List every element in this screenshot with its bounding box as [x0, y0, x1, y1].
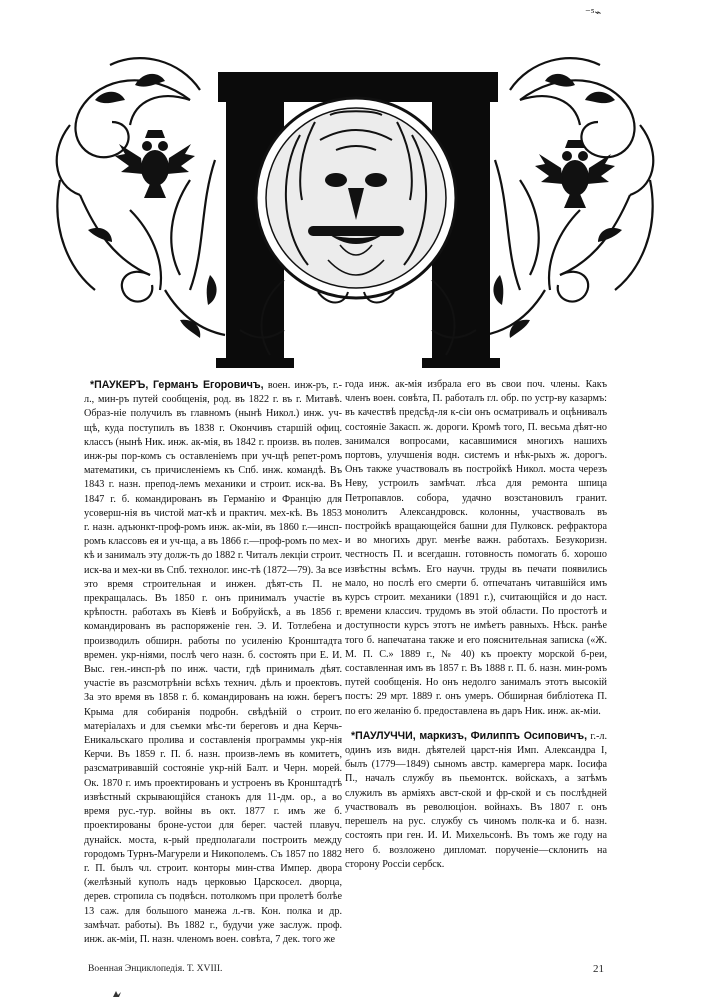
right-double-eagle-emblem: [535, 140, 615, 208]
left-foliage-ornament: [57, 58, 225, 335]
article-separator: [345, 719, 607, 729]
lion-mask-medallion: [256, 98, 456, 303]
footer-title: Военная Энциклопедія. Т. XVIII.: [88, 963, 223, 974]
right-column: [345, 378, 607, 956]
right-leaf-sprays: [493, 74, 622, 338]
ink-speck: [112, 990, 122, 998]
article-paucker: [84, 378, 342, 947]
page-number: 21: [593, 963, 604, 975]
article-text: г.-л. одинъ изъ видн. дѣятелей царст-нія Имп. Александра I, былъ (1779—1849) сыномъ австр. камергера марк. Іосифа П., началъ службу въ пьемонтск. войскахъ, а затѣмъ служилъ въ арміяхъ авст-ской и фр-ской и съ послѣдней участвовалъ въ революціон. войнахъ. Въ 1807 г. онъ перешелъ на рус. службу съ чиномъ полк-ка и б. назн. состоять при ген. И. И. Михельсонѣ. Въ томъ же году на него б. возложено дипломат. порученіе—склонить на сторону Россіи сербск.: [345, 730, 607, 870]
article-paulucci: [345, 729, 607, 872]
article-headword: *ПАУЛУЧЧИ, маркизъ, Филиппъ Осиповичъ,: [351, 729, 588, 742]
ornamental-headpiece: [40, 30, 670, 372]
left-column: [84, 378, 342, 956]
article-text: воен. инж-ръ, г.-л., мин-ръ путей сообщенія, род. въ 1822 г. въ г. Митавѣ. Образ-ніе получилъ въ главномъ (нынѣ Никол.) инж. уч-щѣ, куда поступилъ въ 1838 г. Окончивъ старшій офиц. классъ (нынѣ Ник. инж. ак-мія, въ 1842 г. произв. въ полев. инж-ры пор-комъ съ оставленіемъ при уч-щѣ репет-ромъ математики, съ причисленіемъ къ Спб. инж. командѣ. Въ 1843 г. назн. препод-лемъ механики и строит. иск-ва. Въ 1847 г. б. командированъ въ Германію и Францію для усоверш-нія въ чистой мат-кѣ и практич. мех-кѣ. Въ 1853 г. назн. адъюнкт-проф-ромъ инж. ак-міи, въ 1860 г.—инсп-ромъ классовъ ея и уч-ща, а въ 1866 г.—проф-ромъ по мех-кѣ и занималъ эту долж-ть до 1882 г. Читалъ лекціи строит. иск-ва и мех-ки въ Спб. технолог. инс-тѣ (1872—79). За все это время строительная и инжен. дѣят-сть П. не прекращалась. Въ 1850 г. онъ принималъ участіе въ крѣпостн. работахъ въ Кіевѣ и Бобруйскѣ, а въ 1856 г. командированъ въ распоряженіе ген. Э. И. Тотлебена и производилъ обширн. работы по усиленію Кронштадта времен. укр-ніями, послѣ чего назн. б. состоять при Е. И. Выс. ген.-инсп-рѣ по инж. части, гдѣ принималъ дѣят. участіе въ разсмотрѣніи всѣхъ технич. дѣлъ и проектовъ. За это время въ 1858 г. б. командированъ на южн. берегъ Крыма для собиранія подробн. свѣдѣній о строит. матеріалахъ и для съемки мѣс-ти береговъ и дна Керчь-Еникальскаго пролива и составленія программы укр-нія Керчи. Въ 1859 г. П. б. назн. произв-лемъ въ комитетъ, разсматривавшій состояніе укр-ній Балт. и Черн. морей. Ок. 1870 г. имъ проектированъ и устроенъ въ Кронштадтѣ извѣстный скрывающійся станокъ для 11-дм. ор., а во время рус.-тур. войны въ окт. 1877 г. имъ же б. проектированы броне-устои для берег. частей плавуч. дунайск. моста, к-рый предполагали построить между городомъ Турнъ-Магурели и Никополемъ. Съ 1857 по 1882 г. П. былъ чл. строит. конторы мин-ства Импер. двора (желѣзный куполъ надъ церковью Царскосел. дворца, дерев. стропила съ подвѣсн. потолкомъ при пролетѣ болѣе 13 саж. для большого манежа л.-гв. Кон. полка и др. замѣчат. работы). Въ 1882 г., будучи уже заслуж. проф. инж. ак-міи, П. назн. членомъ воен. совѣта, 7 дек. того же: [84, 380, 342, 945]
left-double-eagle-emblem: [115, 130, 195, 198]
article-headword: *ПАУКЕРЪ, Германъ Егоровичъ,: [90, 379, 264, 391]
corner-mark: ⁻⁵⌁: [585, 7, 602, 19]
left-leaf-sprays: [88, 74, 217, 338]
page-footer: [84, 963, 604, 977]
article-paucker-continued: года инж. ак-мія избрала его въ свои поч. члены. Какъ членъ воен. совѣта, П. работалъ гл. обр. по устр-ву казармъ: въ качествѣ предсѣд-ля к-сіи онъ осматривалъ и оцѣнивалъ состояніе Закасп. ж. дороги. Кромѣ того, П. весьма дѣят-но занимался вопросами, касавшимися многихъ нашихъ портовъ, улучшенія водн. системъ и нѣк-рыхъ ж. дорогъ. Онъ также участвовалъ въ постройкѣ Никол. моста черезъ Неву, устроилъ замѣчат. лѣса для ремонта шпица Петропавлов. собора, удачно возстановилъ гранит. монолитъ Александровск. колонны, участвовалъ въ постройкѣ вращающейся башни для Пулковск. рефрактора и во многихъ друг. менѣе важн. работахъ. Безукоризн. честность П. и всегдашн. готовность помогать б. хорошо извѣстны всѣмъ. Его научн. труды въ печати появились мало, но послѣ его смерти б. отпечатанъ читавшійся имъ курсъ строит. механики (1891 г.), считающійся и до наст. времени классич. трудомъ въ этой области. По простотѣ и доступности курсъ этотъ не имѣетъ равныхъ. Нѣск. ранѣе того б. напечатана также и его пояснительная записка («Ж. М. П. С.» 1889 г., № 40) къ проекту морской б-реи, составленная имъ въ 1857 г. Въ 1888 г. П. б. назн. мин-ромъ путей сообщенія. Но онъ недолго занималъ этотъ высокій постъ: 29 мрт. 1889 г. онъ умеръ. Обширная библіотека П. по его желанію б. предоставлена въ даръ Ник. инж. ак-міи.: [345, 379, 607, 717]
